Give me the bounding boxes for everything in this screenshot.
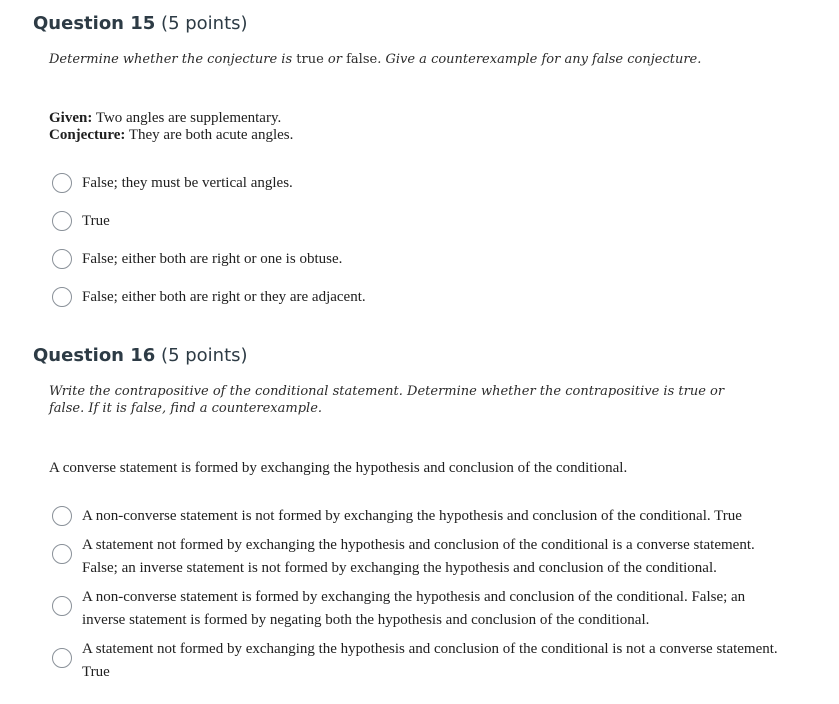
radio-button[interactable] (52, 596, 72, 616)
q15-option-2[interactable] (52, 211, 782, 233)
q15-option-1[interactable] (52, 173, 782, 195)
radio-button[interactable] (52, 648, 72, 668)
prompt-text: Determine whether the conjecture is (49, 52, 297, 67)
option-label: A non-converse statement is formed by exchanging the hypothesis and conclusion of the conditional. False; an inverse statement is formed by negating both the hypothesis and conclusion of the conditional. (82, 589, 746, 628)
given-text: Two angles are supplementary. (92, 110, 282, 126)
prompt-text-end: . Give a counterexample for any false conjecture. (377, 52, 702, 67)
radio-button[interactable] (52, 287, 72, 307)
q16-option-3[interactable] (52, 587, 782, 632)
option-label: A statement not formed by exchanging the hypothesis and conclusion of the conditional is a converse statement. False; an inverse statement is not formed by exchanging the hypothesis and conclusion of the conditional. (82, 537, 755, 576)
radio-button[interactable] (52, 544, 72, 564)
option-label: A non-converse statement is not formed by exchanging the hypothesis and conclusion of the conditional. True (82, 508, 742, 524)
q15-option-4[interactable] (52, 287, 782, 309)
conjecture-label: Conjecture: (49, 127, 126, 143)
radio-button[interactable] (52, 506, 72, 526)
radio-button[interactable] (52, 249, 72, 269)
question-15-prompt (49, 51, 769, 68)
option-label: A statement not formed by exchanging the hypothesis and conclusion of the conditional is not a converse statement. True (82, 641, 778, 680)
option-label: False; they must be vertical angles. (82, 175, 293, 191)
prompt-true-word: true (296, 52, 324, 67)
q16-option-2[interactable] (52, 535, 782, 580)
option-label: True (82, 213, 110, 229)
q16-option-4[interactable] (52, 639, 782, 684)
radio-button[interactable] (52, 173, 72, 193)
given-line (49, 110, 281, 127)
question-16-points: (5 points) (161, 345, 248, 366)
prompt-false-word: false (346, 52, 378, 67)
conjecture-text: They are both acute angles. (125, 127, 294, 143)
question-16-statement: A converse statement is formed by exchanging the hypothesis and conclusion of the conditional. (49, 460, 628, 476)
option-label: False; either both are right or one is obtuse. (82, 251, 343, 267)
q16-option-1[interactable] (52, 506, 782, 528)
q15-option-3[interactable] (52, 249, 782, 271)
prompt-or-word: or (323, 52, 347, 67)
question-16-title (33, 345, 248, 366)
question-15-title (33, 13, 248, 34)
given-label: Given: (49, 110, 93, 126)
question-16-number: Question 16 (33, 345, 156, 366)
question-15-points: (5 points) (161, 13, 248, 34)
conjecture-line (49, 127, 293, 144)
radio-button[interactable] (52, 211, 72, 231)
question-15-number: Question 15 (33, 13, 156, 34)
question-16-prompt: Write the contrapositive of the conditional statement. Determine whether the contrapositive is true or false. If it is false, find a counterexample. (49, 384, 725, 416)
option-label: False; either both are right or they are adjacent. (82, 289, 366, 305)
